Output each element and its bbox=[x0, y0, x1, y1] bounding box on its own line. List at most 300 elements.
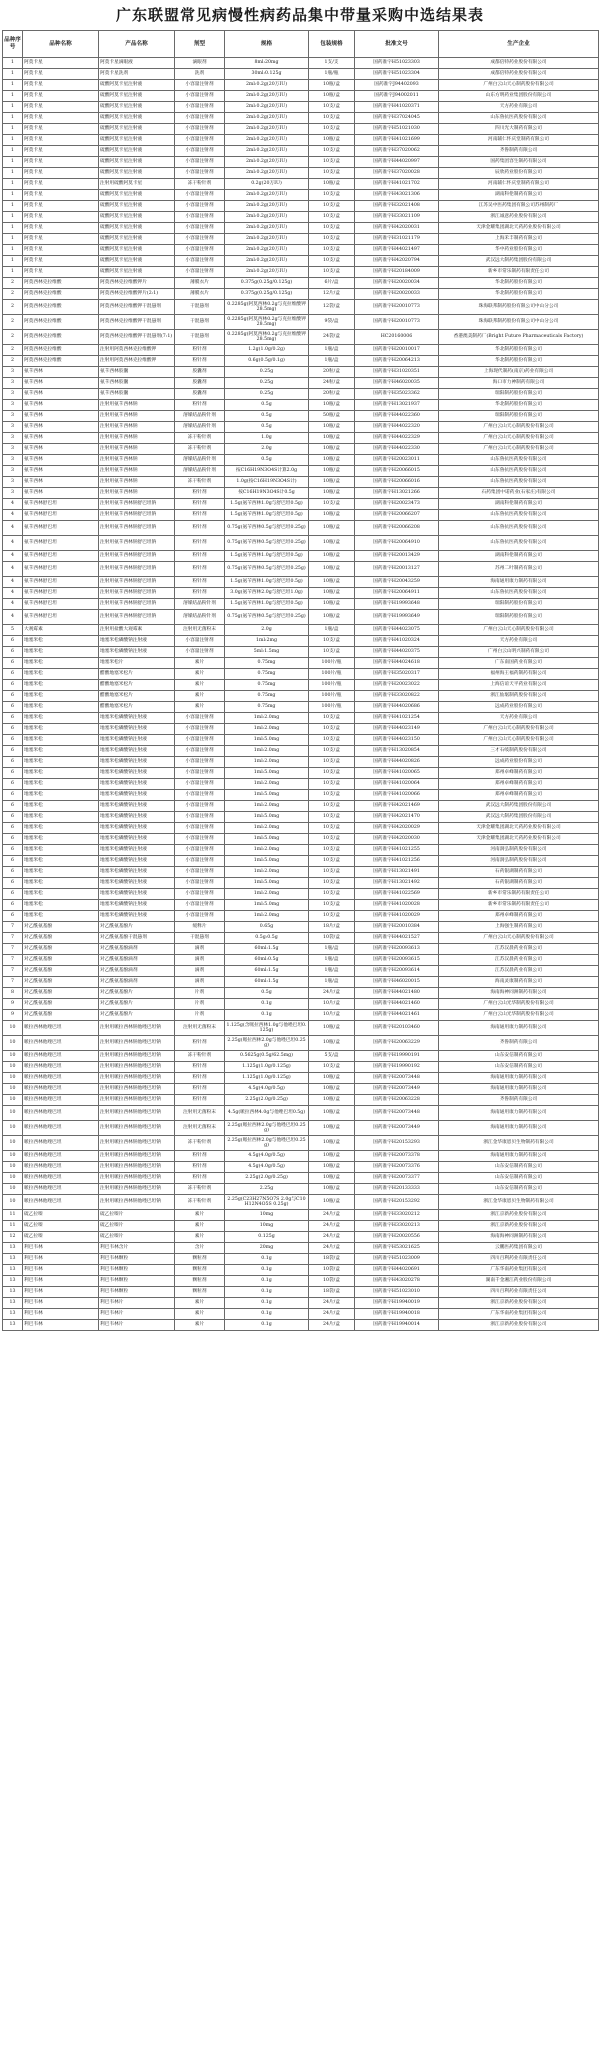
table-cell: 国药准字H46020015 bbox=[355, 977, 439, 988]
table-cell: 6 bbox=[3, 801, 23, 812]
table-cell: 10支/盒 bbox=[309, 757, 355, 768]
table-cell: 10瓶/盒 bbox=[309, 1021, 355, 1036]
table-row bbox=[3, 1195, 599, 1210]
table-cell: 利巴韦林 bbox=[23, 1298, 99, 1309]
table-cell: 河南润弘制药股份有限公司 bbox=[439, 845, 599, 856]
table-cell: 100片/瓶 bbox=[309, 691, 355, 702]
table-cell: 粉针剂 bbox=[175, 510, 225, 521]
table-cell: 10瓶/盒 bbox=[309, 562, 355, 577]
table-cell: 天津金耀集团湖北天药药业股份有限公司 bbox=[439, 223, 599, 234]
table-cell: 国药准字H51023304 bbox=[355, 69, 439, 80]
table-cell: 小容量注射剂 bbox=[175, 823, 225, 834]
table-cell: 郑州卓峰制药有限公司 bbox=[439, 790, 599, 801]
table-cell: 1ml:5.0mg bbox=[225, 878, 309, 889]
table-row bbox=[3, 1232, 599, 1243]
table-cell: 国药准字H44021461 bbox=[355, 1010, 439, 1021]
table-cell: 干混悬剂 bbox=[175, 300, 225, 315]
table-cell: 9 bbox=[3, 1010, 23, 1021]
table-cell: 硫乙拉嗪片 bbox=[99, 1210, 175, 1221]
table-cell: 2ml:0.2g(20万IU) bbox=[225, 146, 309, 157]
table-row bbox=[3, 867, 599, 878]
table-cell: 冻干粉针剂 bbox=[175, 1136, 225, 1151]
table-cell: 24粒/盒 bbox=[309, 378, 355, 389]
table-cell: 阿莫西林克拉维酸 bbox=[23, 278, 99, 289]
table-row bbox=[3, 190, 599, 201]
table-cell: 天津金耀集团湖北天药药业股份有限公司 bbox=[439, 834, 599, 845]
table-cell: 武汉远大制药集团股份有限公司 bbox=[439, 812, 599, 823]
table-cell: 小容量注射剂 bbox=[175, 146, 225, 157]
table-cell: 地塞米松磷酸钠注射液 bbox=[99, 867, 175, 878]
table-cell: 海南海神同洲制药有限公司 bbox=[439, 988, 599, 999]
table-cell: 10mg bbox=[225, 1210, 309, 1221]
table-cell: 山东鲁抗医药股份有限公司 bbox=[439, 113, 599, 124]
table-cell: 10 bbox=[3, 1084, 23, 1095]
table-row bbox=[3, 400, 599, 411]
table-cell: 华中药业股份有限公司 bbox=[439, 245, 599, 256]
table-cell: 10瓶/盒 bbox=[309, 135, 355, 146]
table-cell: 注射用氨苄西林钠 bbox=[99, 422, 175, 433]
table-row bbox=[3, 201, 599, 212]
table-cell: 国药准字H20013429 bbox=[355, 551, 439, 562]
table-row bbox=[3, 625, 599, 636]
table-cell: 小容量注射剂 bbox=[175, 102, 225, 113]
table-row bbox=[3, 1036, 599, 1051]
table-row bbox=[3, 889, 599, 900]
table-cell: 0.65g bbox=[225, 922, 309, 933]
table-cell: 10支/盒 bbox=[309, 212, 355, 223]
table-cell: 氨苄西林 bbox=[23, 455, 99, 466]
table-cell: 哌拉西林他唑巴坦 bbox=[23, 1073, 99, 1084]
table-cell: 地塞米松磷酸钠注射液 bbox=[99, 724, 175, 735]
table-cell: 按C16H19N3O4S计0.5g bbox=[225, 488, 309, 499]
table-row bbox=[3, 856, 599, 867]
table-cell: 硫酸阿莫卡星注射液 bbox=[99, 157, 175, 168]
table-cell: 0.1g bbox=[225, 1298, 309, 1309]
table-cell: 1 bbox=[3, 113, 23, 124]
table-cell: 7 bbox=[3, 977, 23, 988]
table-cell: 0.75g(氨苄西林0.5g与舒巴坦0.25g) bbox=[225, 562, 309, 577]
table-cell: 国药准字H44020691 bbox=[355, 1265, 439, 1276]
table-cell: 12 bbox=[3, 1232, 23, 1243]
table-cell: 浙江金华康恩贝生物制药有限公司 bbox=[439, 1195, 599, 1210]
table-cell: 素片 bbox=[175, 1309, 225, 1320]
table-cell: 24片/盒 bbox=[309, 1243, 355, 1254]
table-cell: 阿莫卡星 bbox=[23, 168, 99, 179]
table-cell: 4 bbox=[3, 551, 23, 562]
table-cell: 10瓶/盒 bbox=[309, 466, 355, 477]
table-cell: 山东安信制药有限公司 bbox=[439, 1162, 599, 1173]
table-cell: 新乡市常乐制药有限责任公司 bbox=[439, 900, 599, 911]
table-cell: 10瓶/盒 bbox=[309, 1036, 355, 1051]
table-cell: 小容量注射剂 bbox=[175, 779, 225, 790]
table-cell: 4.5g(4.0g/0.5g) bbox=[225, 1162, 309, 1173]
table-cell: 地塞米松 bbox=[23, 735, 99, 746]
table-cell: 10mg bbox=[225, 1221, 309, 1232]
table-cell: 注射用氨苄西林钠 bbox=[99, 400, 175, 411]
table-cell: 成都倍特药业股份有限公司 bbox=[439, 69, 599, 80]
table-cell: 6 bbox=[3, 724, 23, 735]
table-cell: 0.5g bbox=[225, 400, 309, 411]
table-row bbox=[3, 1287, 599, 1298]
table-cell: 6 bbox=[3, 636, 23, 647]
table-cell: 国药准字H20043259 bbox=[355, 577, 439, 588]
table-cell: 10支/盒 bbox=[309, 102, 355, 113]
table-cell: 硫酸阿莫卡星注射液 bbox=[99, 201, 175, 212]
table-cell: 华北制药股份有限公司 bbox=[439, 345, 599, 356]
table-cell: 6 bbox=[3, 658, 23, 669]
table-cell: 2ml:0.2g(20万IU) bbox=[225, 91, 309, 102]
table-cell: 广东南国药业有限公司 bbox=[439, 658, 599, 669]
table-cell: 江苏汉晨药业有限公司 bbox=[439, 966, 599, 977]
table-cell: 利巴韦林 bbox=[23, 1254, 99, 1265]
table-row bbox=[3, 234, 599, 245]
table-row bbox=[3, 102, 599, 113]
table-cell: 山东安信制药有限公司 bbox=[439, 1173, 599, 1184]
table-cell: 小容量注射剂 bbox=[175, 91, 225, 102]
table-cell: 氨苄西林 bbox=[23, 444, 99, 455]
table-cell: 注射用哌拉西林钠他唑巴坦钠 bbox=[99, 1162, 175, 1173]
table-cell: 注射用氨苄西林钠舒巴坦钠 bbox=[99, 588, 175, 599]
table-cell: 60ml:1.5g bbox=[225, 966, 309, 977]
table-cell: 小容量注射剂 bbox=[175, 856, 225, 867]
table-cell: 2ml:0.2g(20万IU) bbox=[225, 256, 309, 267]
table-cell: 10瓶/盒 bbox=[309, 1073, 355, 1084]
table-cell: 广州白云山天心制药股份有限公司 bbox=[439, 422, 599, 433]
table-cell: 6片/盒 bbox=[309, 278, 355, 289]
table-cell: 国药准字H19940018 bbox=[355, 1309, 439, 1320]
table-cell: 注射用氨苄西林钠舒巴坦钠 bbox=[99, 599, 175, 610]
table-cell: 冻干粉针剂 bbox=[175, 444, 225, 455]
table-cell: 3 bbox=[3, 477, 23, 488]
table-cell: 3 bbox=[3, 444, 23, 455]
table-row bbox=[3, 911, 599, 922]
table-cell: 1ml:2.0mg bbox=[225, 713, 309, 724]
table-cell: 湖南科伦制药有限公司 bbox=[439, 190, 599, 201]
table-cell: 1 bbox=[3, 256, 23, 267]
table-body bbox=[3, 58, 599, 1331]
table-cell: 6 bbox=[3, 790, 23, 801]
table-cell: 阿莫卡星 bbox=[23, 69, 99, 80]
table-cell: 国药准字H42020794 bbox=[355, 256, 439, 267]
table-cell: 2ml:0.2g(20万IU) bbox=[225, 135, 309, 146]
table-cell: 3 bbox=[3, 389, 23, 400]
table-cell: 国药准字H20010017 bbox=[355, 345, 439, 356]
table-cell: 6 bbox=[3, 812, 23, 823]
table-cell: 氨苄西林 bbox=[23, 477, 99, 488]
table-cell: 海南通用康力制药有限公司 bbox=[439, 1084, 599, 1095]
table-cell: 国药准字H20103460 bbox=[355, 1021, 439, 1036]
table-cell: 国药准字H41020065 bbox=[355, 768, 439, 779]
table-row bbox=[3, 1073, 599, 1084]
table-cell: 洗剂 bbox=[175, 69, 225, 80]
table-cell: 氨苄西林舒巴坦 bbox=[23, 536, 99, 551]
table-cell: 国药准字H20020033 bbox=[355, 289, 439, 300]
table-cell: 阿莫卡星 bbox=[23, 80, 99, 91]
table-cell: 国药准字H37024045 bbox=[355, 113, 439, 124]
table-cell: 辰欣药业股份有限公司 bbox=[439, 168, 599, 179]
table-cell: 小容量注射剂 bbox=[175, 80, 225, 91]
table-row bbox=[3, 922, 599, 933]
table-cell: 国药准字H44021527 bbox=[355, 933, 439, 944]
table-row bbox=[3, 1184, 599, 1195]
table-cell: 氨苄西林 bbox=[23, 367, 99, 378]
table-cell: 哌拉西林他唑巴坦 bbox=[23, 1062, 99, 1073]
table-cell: 海南通用康力制药有限公司 bbox=[439, 1073, 599, 1084]
table-cell: 哌拉西林他唑巴坦 bbox=[23, 1106, 99, 1121]
table-cell: 硫酸阿莫卡星注射液 bbox=[99, 223, 175, 234]
table-cell: 国药准字H20073449 bbox=[355, 1084, 439, 1095]
table-cell: 地塞米松 bbox=[23, 801, 99, 812]
table-cell: 0.2285g(阿莫西林0.2g与克拉维酸钾28.5mg) bbox=[225, 315, 309, 330]
table-cell: 注射用哌拉西林钠他唑巴坦钠 bbox=[99, 1062, 175, 1073]
table-cell: 含片 bbox=[175, 1243, 225, 1254]
table-cell: 10支/盒 bbox=[309, 146, 355, 157]
table-cell: 注射用氨苄西林钠舒巴坦钠 bbox=[99, 577, 175, 588]
table-cell: 13 bbox=[3, 1298, 23, 1309]
table-cell: 珠海联邦制药股份有限公司中山分公司 bbox=[439, 300, 599, 315]
table-cell: 6 bbox=[3, 713, 23, 724]
table-cell: 1 bbox=[3, 146, 23, 157]
table-cell: 哌拉西林他唑巴坦 bbox=[23, 1195, 99, 1210]
table-cell: 0.75mg bbox=[225, 669, 309, 680]
table-cell: 江苏汉晨药业有限公司 bbox=[439, 955, 599, 966]
table-cell: 地塞米松磷酸钠注射液 bbox=[99, 757, 175, 768]
table-cell: 10瓶/盒 bbox=[309, 536, 355, 551]
table-cell: 10瓶/盒 bbox=[309, 1084, 355, 1095]
table-row bbox=[3, 1221, 599, 1232]
table-cell: 哌拉西林他唑巴坦 bbox=[23, 1151, 99, 1162]
table-cell: 小容量注射剂 bbox=[175, 834, 225, 845]
table-row bbox=[3, 466, 599, 477]
table-row bbox=[3, 702, 599, 713]
table-cell: 小容量注射剂 bbox=[175, 113, 225, 124]
table-cell: 利巴韦林 bbox=[23, 1287, 99, 1298]
table-cell: 国药准字H44024618 bbox=[355, 658, 439, 669]
table-cell: 0.1g bbox=[225, 999, 309, 1010]
table-cell: 四川百利药业有限责任公司 bbox=[439, 1254, 599, 1265]
table-cell: 华北制药股份有限公司 bbox=[439, 400, 599, 411]
table-cell: 颗粒剂 bbox=[175, 1265, 225, 1276]
header-cell: 生产企业 bbox=[439, 31, 599, 58]
table-cell: 山东鲁抗医药股份有限公司 bbox=[439, 455, 599, 466]
table-cell: 地塞米松磷酸钠注射液 bbox=[99, 801, 175, 812]
table-cell: 哌拉西林他唑巴坦 bbox=[23, 1162, 99, 1173]
header-cell: 品种名称 bbox=[23, 31, 99, 58]
table-cell: 6 bbox=[3, 878, 23, 889]
table-cell: 2.25g(哌拉西林2.0g与他唑巴坦0.25g) bbox=[225, 1136, 309, 1151]
table-cell: 对乙酰氨基酚 bbox=[23, 944, 99, 955]
table-cell: 国药准字H20013127 bbox=[355, 562, 439, 577]
table-cell: 哌拉西林他唑巴坦 bbox=[23, 1084, 99, 1095]
table-cell: 国药准字H20064911 bbox=[355, 588, 439, 599]
header-cell: 规格 bbox=[225, 31, 309, 58]
table-cell: 冻干粉针剂 bbox=[175, 1184, 225, 1195]
table-cell: 1 bbox=[3, 80, 23, 91]
table-cell: 注射用氨苄西林钠 bbox=[99, 444, 175, 455]
table-row bbox=[3, 212, 599, 223]
table-cell: 2ml:0.2g(20万IU) bbox=[225, 168, 309, 179]
table-cell: 10 bbox=[3, 1173, 23, 1184]
table-cell: 海南通用康力制药有限公司 bbox=[439, 577, 599, 588]
table-cell: 溶媒结晶粉针剂 bbox=[175, 455, 225, 466]
table-cell: 氨苄西林 bbox=[23, 466, 99, 477]
table-cell: 注射用盐酸大观霉素 bbox=[99, 625, 175, 636]
table-cell: 4 bbox=[3, 510, 23, 521]
table-cell: 注射用氨苄西林钠舒巴坦钠 bbox=[99, 610, 175, 625]
table-row bbox=[3, 588, 599, 599]
table-cell: 50瓶/盒 bbox=[309, 411, 355, 422]
table-row bbox=[3, 444, 599, 455]
table-cell: 国药准字H43020278 bbox=[355, 1276, 439, 1287]
table-cell: 5 bbox=[3, 625, 23, 636]
table-cell: 10瓶/盒 bbox=[309, 577, 355, 588]
table-cell: 福州海王福药制药有限公司 bbox=[439, 669, 599, 680]
table-cell: 广州白云山天心制药股份有限公司 bbox=[439, 724, 599, 735]
table-cell: 成都倍特药业股份有限公司 bbox=[439, 58, 599, 69]
table-cell: 3 bbox=[3, 367, 23, 378]
table-cell: 10支/盒 bbox=[309, 768, 355, 779]
table-cell: 1.2g(1.0g/0.2g) bbox=[225, 345, 309, 356]
table-cell: 18片/盒 bbox=[309, 922, 355, 933]
table-cell: 0.75g(氨苄西林0.5g与舒巴坦0.25g) bbox=[225, 610, 309, 625]
table-cell: 10支/盒 bbox=[309, 856, 355, 867]
table-row bbox=[3, 779, 599, 790]
table-cell: 10瓶/盒 bbox=[309, 477, 355, 488]
table-cell: 1.5g(氨苄西林1.0g与舒巴坦0.5g) bbox=[225, 599, 309, 610]
table-row bbox=[3, 691, 599, 702]
table-row bbox=[3, 966, 599, 977]
table-cell: 山东鲁抗医药股份有限公司 bbox=[439, 510, 599, 521]
table-cell: 广东华南药业集团有限公司 bbox=[439, 1309, 599, 1320]
table-cell: 利巴韦林片 bbox=[99, 1309, 175, 1320]
table-cell: 国药准字H20073378 bbox=[355, 1151, 439, 1162]
table-cell: 天津金耀集团湖北天药药业股份有限公司 bbox=[439, 823, 599, 834]
table-cell: 小容量注射剂 bbox=[175, 234, 225, 245]
table-row bbox=[3, 411, 599, 422]
table-cell: 小容量注射剂 bbox=[175, 900, 225, 911]
table-cell: 素片 bbox=[175, 702, 225, 713]
table-cell: 10瓶/盒 bbox=[309, 599, 355, 610]
table-row bbox=[3, 823, 599, 834]
table-cell: 小容量注射剂 bbox=[175, 223, 225, 234]
table-cell: 国药准字H42020030 bbox=[355, 834, 439, 845]
table-cell: 对乙酰氨基酚片 bbox=[99, 922, 175, 933]
table-cell: 2.25g(哌拉西林2.0g与他唑巴坦0.25g) bbox=[225, 1036, 309, 1051]
table-cell: 小容量注射剂 bbox=[175, 168, 225, 179]
table-cell: 地塞米松 bbox=[23, 834, 99, 845]
table-cell: 10袋/盒 bbox=[309, 1276, 355, 1287]
table-cell: 国药准字H20073449 bbox=[355, 1121, 439, 1136]
table-cell: 国药准字H19990191 bbox=[355, 1051, 439, 1062]
table-cell: 4 bbox=[3, 577, 23, 588]
table-row bbox=[3, 1210, 599, 1221]
table-cell: 地塞米松磷酸钠注射液 bbox=[99, 790, 175, 801]
table-cell: 国药准字H20064213 bbox=[355, 356, 439, 367]
table-cell: 浙江金华康恩贝生物制药有限公司 bbox=[439, 1136, 599, 1151]
table-cell: 薄膜衣片 bbox=[175, 278, 225, 289]
table-cell: 国药准字H51021030 bbox=[355, 124, 439, 135]
table-cell: 10 bbox=[3, 1062, 23, 1073]
table-cell: 1.0g bbox=[225, 433, 309, 444]
table-cell: 海南通用康力制药有限公司 bbox=[439, 1151, 599, 1162]
table-cell: 国药准字H20020556 bbox=[355, 1232, 439, 1243]
table-row bbox=[3, 256, 599, 267]
table-cell: 2ml:0.2g(20万IU) bbox=[225, 201, 309, 212]
table-cell: 注射用哌拉西林钠他唑巴坦钠 bbox=[99, 1151, 175, 1162]
table-cell: 阿莫卡星洗剂 bbox=[99, 69, 175, 80]
table-cell: 24片/盒 bbox=[309, 1320, 355, 1331]
table-cell: 远成药业股份有限公司 bbox=[439, 702, 599, 713]
table-cell: 4 bbox=[3, 536, 23, 551]
table-cell: 湖南千金湘江药业股份有限公司 bbox=[439, 1276, 599, 1287]
table-cell: 60ml:0.5g bbox=[225, 955, 309, 966]
table-cell: 地塞米松 bbox=[23, 669, 99, 680]
table-cell: 对乙酰氨基酚 bbox=[23, 933, 99, 944]
table-cell: 氨苄西林舒巴坦 bbox=[23, 562, 99, 577]
table-cell: 1 bbox=[3, 58, 23, 69]
table-row bbox=[3, 1121, 599, 1136]
table-cell: 浙江京新药业股份有限公司 bbox=[439, 1210, 599, 1221]
table-cell: 11 bbox=[3, 1221, 23, 1232]
table-row bbox=[3, 422, 599, 433]
table-cell: 素片 bbox=[175, 1298, 225, 1309]
table-cell: 国药准字H37020062 bbox=[355, 146, 439, 157]
table-cell: 山东安信制药有限公司 bbox=[439, 1051, 599, 1062]
table-cell: 10支/盒 bbox=[309, 168, 355, 179]
table-cell: 10支/盒 bbox=[309, 889, 355, 900]
table-cell: 10片/盒 bbox=[309, 999, 355, 1010]
table-cell: 地塞米松磷酸钠注射液 bbox=[99, 735, 175, 746]
table-cell: 10瓶/盒 bbox=[309, 444, 355, 455]
table-cell: 国药准字H13021492 bbox=[355, 878, 439, 889]
table-cell: 注射用硫酸阿莫卡星 bbox=[99, 179, 175, 190]
table-cell: 1ml:5.0mg bbox=[225, 900, 309, 911]
table-cell: 10支/盒 bbox=[309, 801, 355, 812]
table-cell: 对乙酰氨基酚 bbox=[23, 955, 99, 966]
table-cell: 氨苄西林舒巴坦 bbox=[23, 521, 99, 536]
table-cell: 注射用氨苄西林钠舒巴坦钠 bbox=[99, 551, 175, 562]
table-cell: 10支/盒 bbox=[309, 713, 355, 724]
table-cell: 利巴韦林 bbox=[23, 1265, 99, 1276]
table-cell: 1ml:2.0mg bbox=[225, 845, 309, 856]
table-cell: 粉针剂 bbox=[175, 588, 225, 599]
table-cell: 山东鲁抗医药股份有限公司 bbox=[439, 521, 599, 536]
table-cell: 山东鲁抗医药股份有限公司 bbox=[439, 536, 599, 551]
table-cell: 10瓶/盒 bbox=[309, 455, 355, 466]
table-cell: 对乙酰氨基酚滴剂 bbox=[99, 944, 175, 955]
table-cell: 国药准字H13021937 bbox=[355, 400, 439, 411]
table-cell: 0.25g bbox=[225, 389, 309, 400]
table-cell: 对乙酰氨基酚 bbox=[23, 966, 99, 977]
table-cell: 苏州二叶制药有限公司 bbox=[439, 562, 599, 577]
table-cell: 10 bbox=[3, 1051, 23, 1062]
table-cell: 5ml:1.5mg bbox=[225, 647, 309, 658]
table-cell: 国药准字H13020854 bbox=[355, 746, 439, 757]
table-cell: 国药准字H41021254 bbox=[355, 713, 439, 724]
table-cell: 武汉远大制药集团股份有限公司 bbox=[439, 256, 599, 267]
table-row bbox=[3, 1010, 599, 1021]
table-cell: 3 bbox=[3, 400, 23, 411]
table-cell: 国药准字H20063228 bbox=[355, 1095, 439, 1106]
table-cell: 10瓶/盒 bbox=[309, 1173, 355, 1184]
table-cell: 国药准字H19990192 bbox=[355, 1062, 439, 1073]
table-cell: 注射用哌拉西林钠他唑巴坦钠 bbox=[99, 1021, 175, 1036]
table-cell: 海南通用康力制药有限公司 bbox=[439, 1106, 599, 1121]
table-row bbox=[3, 488, 599, 499]
table-cell: 国药准字H42020031 bbox=[355, 223, 439, 234]
table-cell: 小容量注射剂 bbox=[175, 911, 225, 922]
table-cell: 氨苄西林 bbox=[23, 389, 99, 400]
